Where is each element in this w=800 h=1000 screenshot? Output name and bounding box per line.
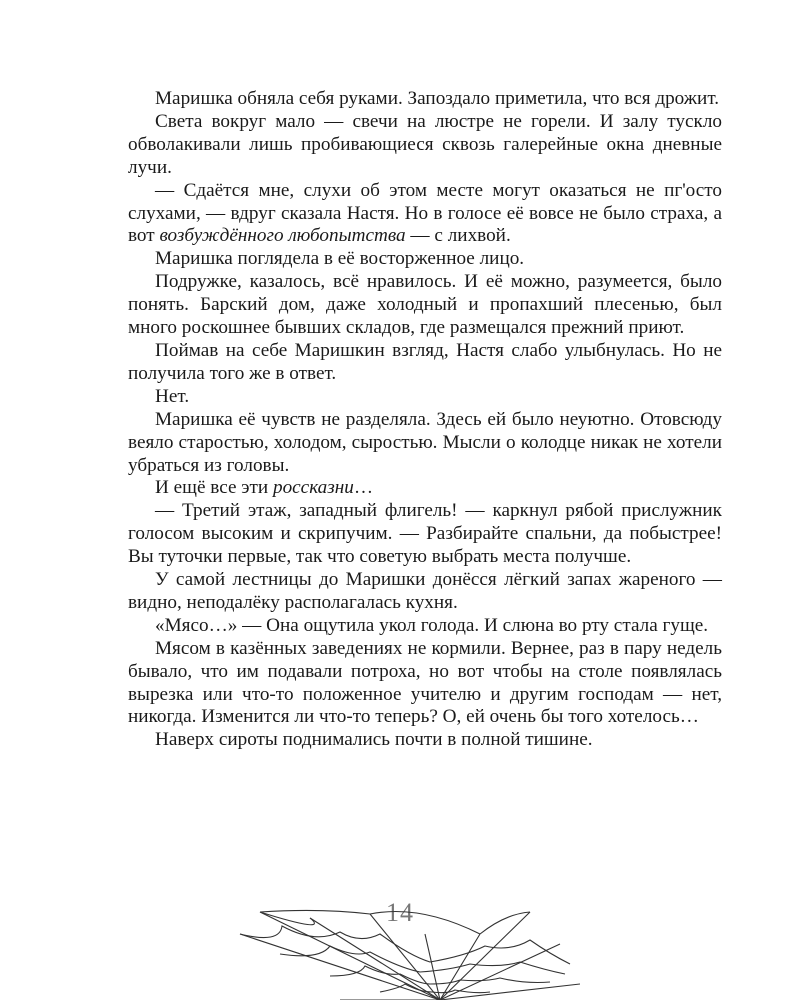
paragraph	[128, 477, 722, 500]
text-segment: Наверх сироты поднимались почти в полной тишине.	[155, 729, 593, 751]
paragraph	[128, 569, 722, 615]
paragraph	[128, 248, 722, 271]
page-text	[128, 88, 722, 752]
text-segment: Маришка её чувств не разделяла. Здесь ей было неуютно. Отовсюду веяло старостью, холодом, сыростью. Мысли о колодце никак не хотели убраться из головы.	[128, 408, 722, 476]
paragraph	[128, 729, 722, 752]
paragraph	[128, 615, 722, 638]
text-segment: Мясом в казённых заведениях не кормили. Вернее, раз в пару недель бывало, что им подавали потроха, но вот чтобы на столе появлялась вырезка или что-то положенное учителю и другим господам — нет, никогда. Изменится ли что-то теперь? О, ей очень бы того хотелось…	[128, 637, 722, 728]
text-segment: — Сдаётся мне, слухи об этом месте могут оказаться не пг'осто слухами, — вдруг сказала Настя. Но в голосе её вовсе не было страха, а вот	[128, 179, 722, 247]
italic-text: возбуждённого любопытства	[159, 225, 406, 247]
paragraph	[128, 638, 722, 730]
paragraph	[128, 111, 722, 180]
text-segment: «Мясо…» — Она ощутила укол голода. И слюна во рту стала гуще.	[155, 614, 709, 636]
paragraph	[128, 386, 722, 409]
text-segment: Нет.	[155, 385, 190, 407]
text-segment: У самой лестницы до Маришки донёсся лёгкий запах жареного — видно, неподалёку располагалась кухня.	[128, 569, 722, 613]
paragraph	[128, 180, 722, 249]
paragraph	[128, 88, 722, 111]
text-segment: — Третий этаж, западный флигель! — каркнул рябой прислужник голосом высоким и скрипучим. — Разбирайте спальни, да побыстрее! Вы туточки первые, так что советую выбрать места получше.	[128, 500, 722, 568]
text-segment: Маришка обняла себя руками. Запоздало приметила, что вся дрожит.	[155, 88, 720, 109]
italic-text: россказни	[272, 477, 354, 499]
text-segment: Подружке, казалось, всё нравилось. И её можно, разумеется, было понять. Барский дом, даже холодный и пропахший плесенью, был много роскошнее бывших складов, где размещался прежний приют.	[128, 271, 722, 339]
text-segment: Света вокруг мало — свечи на люстре не горели. И залу тускло обволакивали лишь пробивающиеся сквозь галерейные окна дневные лучи.	[128, 110, 722, 178]
text-segment: Маришка поглядела в её восторженное лицо.	[155, 248, 525, 270]
text-segment: Поймав на себе Маришкин взгляд, Настя слабо улыбнулась. Но не получила того же в ответ.	[128, 339, 722, 384]
text-segment: — с лихвой.	[405, 225, 511, 247]
paragraph	[128, 409, 722, 478]
paragraph	[128, 500, 722, 569]
paragraph	[128, 271, 722, 340]
text-segment: И ещё все эти	[155, 477, 273, 499]
cobweb-ornament-icon	[220, 904, 580, 1000]
text-segment: …	[353, 477, 374, 499]
paragraph	[128, 340, 722, 386]
page-number: 14	[386, 898, 414, 927]
